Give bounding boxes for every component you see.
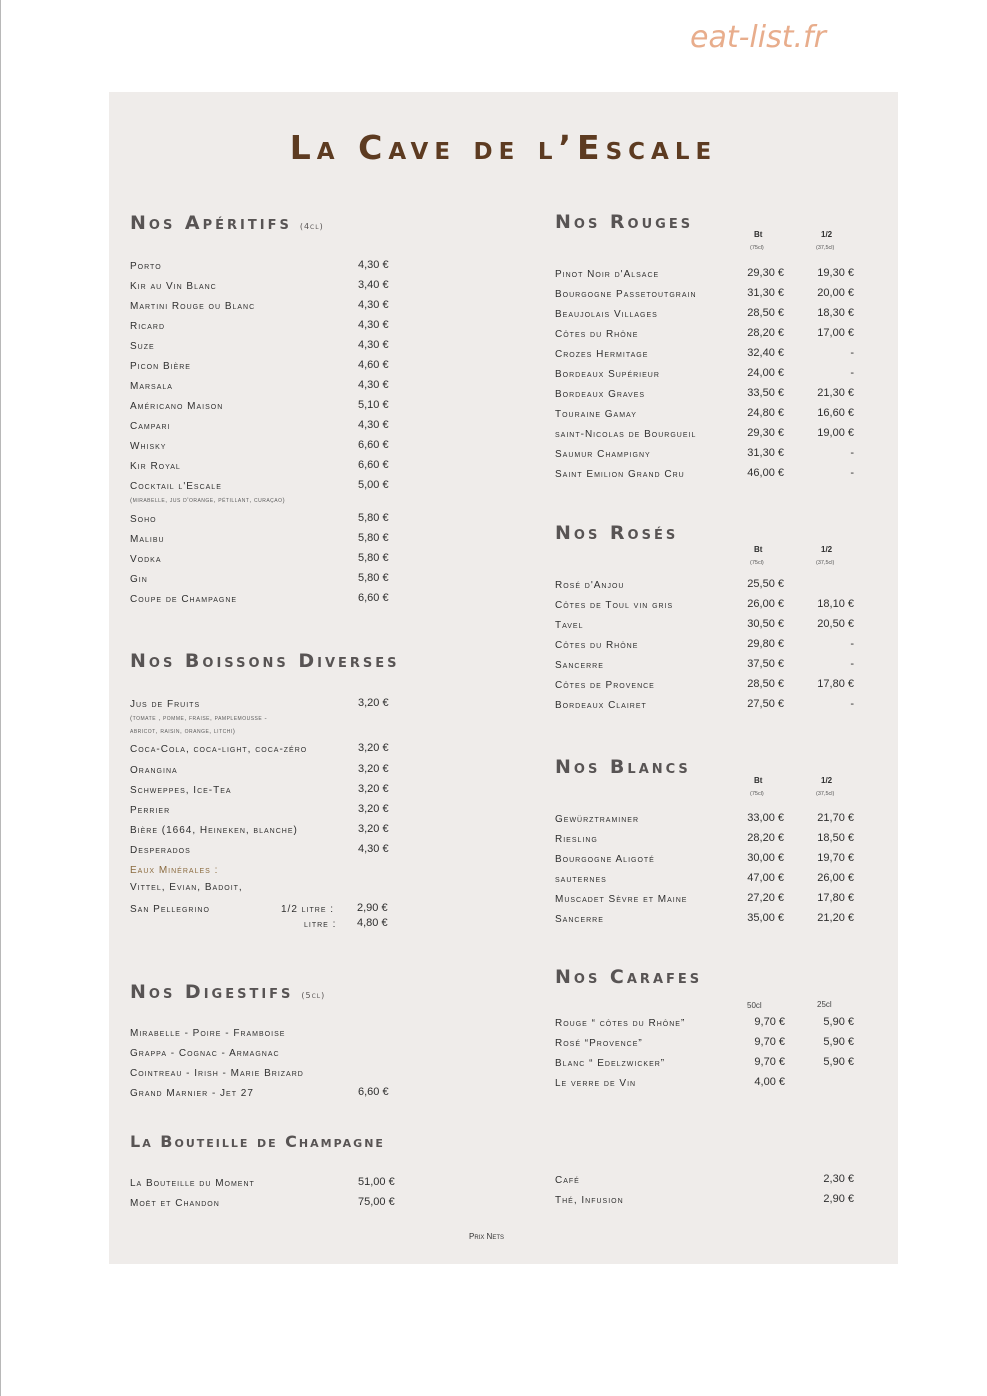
digestif-name: Grand Marnier - Jet 27 <box>130 1088 254 1099</box>
wine-name: Crozes Hermitage <box>555 349 649 360</box>
boisson-price: 3,20 € <box>358 742 389 754</box>
wine-name: Touraine Gamay <box>555 409 637 420</box>
aperitif-price: 5,80 € <box>358 532 389 544</box>
wine-price-half: 18,30 € <box>817 307 854 319</box>
wine-price-half: 20,50 € <box>817 618 854 630</box>
wine-price-half: 19,70 € <box>817 852 854 864</box>
digestif-price: 6,60 € <box>358 1086 389 1098</box>
section-title-boissons: Nos Boissons Diverses <box>130 650 400 672</box>
aperitif-price: 4,30 € <box>358 259 389 271</box>
aperitifs-unit: (4cl) <box>299 222 324 231</box>
page-edge-line <box>0 0 1 1396</box>
aperitifs-title: Nos Apéritifs <box>130 212 292 234</box>
eaux-line-2: San Pellegrino <box>130 904 210 915</box>
aperitif-price: 4,30 € <box>358 379 389 391</box>
wine-name: Pinot Noir d'Alsace <box>555 269 660 280</box>
carafe-price-25cl: 5,90 € <box>823 1036 854 1048</box>
wine-name: sauternes <box>555 874 607 885</box>
wine-price-bottle: 32,40 € <box>747 347 784 359</box>
wine-name: Beaujolais Villages <box>555 309 658 320</box>
wine-price-bottle: 31,30 € <box>747 287 784 299</box>
aperitif-name: Porto <box>130 261 162 272</box>
wine-name: Muscadet Sèvre et Maine <box>555 894 688 905</box>
aperitif-name: Kir Royal <box>130 461 181 472</box>
wine-price-half: 18,10 € <box>817 598 854 610</box>
blancs-col-half-unit: (37,5cl) <box>816 791 835 797</box>
wine-price-half: 18,50 € <box>817 832 854 844</box>
blancs-col-half: 1/2 <box>821 776 833 785</box>
wine-price-half: 26,00 € <box>817 872 854 884</box>
aperitif-price: 5,80 € <box>358 552 389 564</box>
wine-price-half: 20,00 € <box>817 287 854 299</box>
boisson-name: Coca-Cola, coca-light, coca-zéro <box>130 744 308 755</box>
wine-name: Bourgogne Aligoté <box>555 854 655 865</box>
carafe-name: Le verre de Vin <box>555 1078 637 1089</box>
carafe-name: Rouge “ côtes du Rhône” <box>555 1018 686 1029</box>
litre-label: litre : <box>304 919 337 930</box>
wine-price-half: 19,30 € <box>817 267 854 279</box>
aperitif-price: 5,80 € <box>358 572 389 584</box>
aperitif-name: Américano Maison <box>130 401 224 412</box>
wine-name: Saint Emilion Grand Cru <box>555 469 685 480</box>
wine-price-bottle: 33,50 € <box>747 387 784 399</box>
aperitif-price: 3,40 € <box>358 279 389 291</box>
wine-name: Côtes du Rhône <box>555 640 639 651</box>
boisson-price: 3,20 € <box>358 823 389 835</box>
wine-price-bottle: 35,00 € <box>747 912 784 924</box>
wine-price-bottle: 28,20 € <box>747 327 784 339</box>
eaux-minerales-label: Eaux Minérales : <box>130 865 219 876</box>
hot-drink-price: 2,90 € <box>823 1193 854 1205</box>
carafes-col-50cl: 50cl <box>747 1001 762 1010</box>
aperitif-name: Campari <box>130 421 171 432</box>
wine-price-bottle: 30,00 € <box>747 852 784 864</box>
wine-name: saint-Nicolas de Bourgueil <box>555 429 697 440</box>
wine-price-bottle: 27,50 € <box>747 698 784 710</box>
wine-name: Saumur Champigny <box>555 449 651 460</box>
wine-name: Bordeaux Clairet <box>555 700 647 711</box>
aperitif-price: 6,60 € <box>358 459 389 471</box>
boisson-name: Desperados <box>130 845 191 856</box>
wine-price-bottle: 29,30 € <box>747 427 784 439</box>
rouges-col-bt-unit: (75cl) <box>750 245 764 251</box>
aperitif-price: 5,00 € <box>358 479 389 491</box>
section-title-aperitifs <box>130 212 324 234</box>
wine-price-bottle: 29,80 € <box>747 638 784 650</box>
rouges-col-half: 1/2 <box>821 230 833 239</box>
wine-price-half: - <box>850 698 854 710</box>
aperitif-detail: (mirabelle, jus d'orange, pétillant, curaçao) <box>130 497 286 504</box>
wine-name: Bourgogne Passetoutgrain <box>555 289 697 300</box>
wine-price-half: - <box>850 638 854 650</box>
wine-price-half: 21,30 € <box>817 387 854 399</box>
wine-price-half: 21,70 € <box>817 812 854 824</box>
aperitif-price: 4,30 € <box>358 419 389 431</box>
wine-name: Sancerre <box>555 914 604 925</box>
footer-prix-nets: Prix Nets <box>469 1232 505 1241</box>
wine-price-half: 19,00 € <box>817 427 854 439</box>
wine-price-bottle: 28,20 € <box>747 832 784 844</box>
wine-price-half: - <box>850 467 854 479</box>
carafe-price-50cl: 9,70 € <box>754 1056 785 1068</box>
boisson-name: Schweppes, Ice-Tea <box>130 785 232 796</box>
aperitif-name: Whisky <box>130 441 167 452</box>
wine-price-bottle: 24,80 € <box>747 407 784 419</box>
aperitif-name: Malibu <box>130 534 165 545</box>
carafe-price-50cl: 4,00 € <box>754 1076 785 1088</box>
aperitif-name: Suze <box>130 341 155 352</box>
hot-drink-price: 2,30 € <box>823 1173 854 1185</box>
wine-price-bottle: 29,30 € <box>747 267 784 279</box>
boisson-name: Bière (1664, Heineken, blanche) <box>130 825 298 836</box>
aperitif-price: 5,80 € <box>358 512 389 524</box>
aperitif-name: Vodka <box>130 554 162 565</box>
roses-col-half-unit: (37,5cl) <box>816 560 835 566</box>
aperitif-price: 4,30 € <box>358 319 389 331</box>
wine-price-bottle: 26,00 € <box>747 598 784 610</box>
digestifs-title: Nos Digestifs <box>130 981 294 1003</box>
watermark: eat-list.fr <box>690 20 826 55</box>
carafe-price-25cl: 5,90 € <box>823 1016 854 1028</box>
boisson-price: 3,20 € <box>358 803 389 815</box>
boisson-name: Jus de Fruits <box>130 699 201 710</box>
hot-drink-name: Café <box>555 1175 580 1186</box>
aperitif-name: Martini Rouge ou Blanc <box>130 301 256 312</box>
boisson-price: 3,20 € <box>358 697 389 709</box>
eaux-line-1: Vittel, Evian, Badoit, <box>130 882 243 893</box>
wine-price-half: - <box>850 347 854 359</box>
wine-price-half: - <box>850 367 854 379</box>
aperitif-name: Picon Bière <box>130 361 191 372</box>
wine-price-half: 16,60 € <box>817 407 854 419</box>
aperitif-price: 6,60 € <box>358 592 389 604</box>
wine-price-bottle: 30,50 € <box>747 618 784 630</box>
digestifs-unit: (5cl) <box>301 991 326 1000</box>
wine-price-bottle: 24,00 € <box>747 367 784 379</box>
aperitif-price: 5,10 € <box>358 399 389 411</box>
wine-price-bottle: 47,00 € <box>747 872 784 884</box>
section-title-blancs: Nos Blancs <box>555 756 691 778</box>
half-litre-label: 1/2 litre : <box>281 904 335 915</box>
aperitif-price: 4,30 € <box>358 339 389 351</box>
section-title-champagne: La Bouteille de Champagne <box>130 1132 385 1151</box>
blancs-col-bt-unit: (75cl) <box>750 791 764 797</box>
section-title-rouges: Nos Rouges <box>555 211 694 233</box>
wine-name: Côtes du Rhône <box>555 329 639 340</box>
aperitif-price: 6,60 € <box>358 439 389 451</box>
wine-name: Côtes de Provence <box>555 680 655 691</box>
aperitif-name: Gin <box>130 574 148 585</box>
wine-name: Bordeaux Graves <box>555 389 646 400</box>
aperitif-price: 4,60 € <box>358 359 389 371</box>
aperitif-name: Soho <box>130 514 157 525</box>
carafe-price-50cl: 9,70 € <box>754 1016 785 1028</box>
section-title-carafes: Nos Carafes <box>555 966 703 988</box>
boisson-price: 3,20 € <box>358 783 389 795</box>
boisson-name: Orangina <box>130 765 178 776</box>
aperitif-name: Cocktail l'Escale <box>130 481 222 492</box>
wine-price-half: 21,20 € <box>817 912 854 924</box>
wine-name: Sancerre <box>555 660 604 671</box>
aperitif-price: 4,30 € <box>358 299 389 311</box>
aperitif-name: Marsala <box>130 381 173 392</box>
champagne-price: 51,00 € <box>358 1176 395 1188</box>
half-litre-price: 2,90 € <box>357 902 388 914</box>
boisson-price: 4,30 € <box>358 843 389 855</box>
aperitif-name: Coupe de Champagne <box>130 594 238 605</box>
boisson-name: Perrier <box>130 805 171 816</box>
blancs-col-bt: Bt <box>754 776 763 785</box>
hot-drink-name: Thé, Infusion <box>555 1195 624 1206</box>
wine-price-half: 17,80 € <box>817 678 854 690</box>
wine-price-bottle: 28,50 € <box>747 678 784 690</box>
rouges-col-half-unit: (37,5cl) <box>816 245 835 251</box>
roses-col-bt: Bt <box>754 545 763 554</box>
roses-col-half: 1/2 <box>821 545 833 554</box>
wine-price-bottle: 28,50 € <box>747 307 784 319</box>
carafe-price-50cl: 9,70 € <box>754 1036 785 1048</box>
wine-name: Côtes de Toul vin gris <box>555 600 674 611</box>
carafes-col-25cl: 25cl <box>817 1000 832 1009</box>
boisson-detail: abricot, raisin, orange, litchi) <box>130 728 236 735</box>
wine-name: Tavel <box>555 620 584 631</box>
section-title-roses: Nos Rosés <box>555 522 679 544</box>
rouges-col-bt: Bt <box>754 230 763 239</box>
wine-name: Rosé d'Anjou <box>555 580 625 591</box>
wine-price-half: 17,00 € <box>817 327 854 339</box>
carafe-price-25cl: 5,90 € <box>823 1056 854 1068</box>
menu-sheet <box>109 92 898 1264</box>
champagne-price: 75,00 € <box>358 1196 395 1208</box>
boisson-detail: (tomate , pomme, fraise, pamplemousse - <box>130 715 268 722</box>
wine-price-bottle: 31,30 € <box>747 447 784 459</box>
wine-price-bottle: 25,50 € <box>747 578 784 590</box>
roses-col-bt-unit: (75cl) <box>750 560 764 566</box>
champagne-name: La Bouteille du Moment <box>130 1178 255 1189</box>
carafe-name: Rosé “Provence” <box>555 1038 643 1049</box>
wine-price-bottle: 46,00 € <box>747 467 784 479</box>
champagne-name: Moët et Chandon <box>130 1198 220 1209</box>
digestif-name: Cointreau - Irish - Marie Brizard <box>130 1068 304 1079</box>
aperitif-name: Ricard <box>130 321 166 332</box>
digestif-name: Mirabelle - Poire - Framboise <box>130 1028 286 1039</box>
wine-name: Gewürztraminer <box>555 814 639 825</box>
wine-name: Bordeaux Supérieur <box>555 369 660 380</box>
section-title-digestifs <box>130 981 325 1003</box>
litre-price: 4,80 € <box>357 917 388 929</box>
boisson-price: 3,20 € <box>358 763 389 775</box>
wine-name: Riesling <box>555 834 598 845</box>
wine-price-half: - <box>850 658 854 670</box>
wine-price-half: - <box>850 447 854 459</box>
wine-price-bottle: 37,50 € <box>747 658 784 670</box>
aperitif-name: Kir au Vin Blanc <box>130 281 217 292</box>
carafe-name: Blanc “ Edelzwicker” <box>555 1058 666 1069</box>
wine-price-half: 17,80 € <box>817 892 854 904</box>
wine-price-bottle: 27,20 € <box>747 892 784 904</box>
digestif-name: Grappa - Cognac - Armagnac <box>130 1048 280 1059</box>
menu-title: La Cave de l’Escale <box>289 128 718 167</box>
wine-price-bottle: 33,00 € <box>747 812 784 824</box>
